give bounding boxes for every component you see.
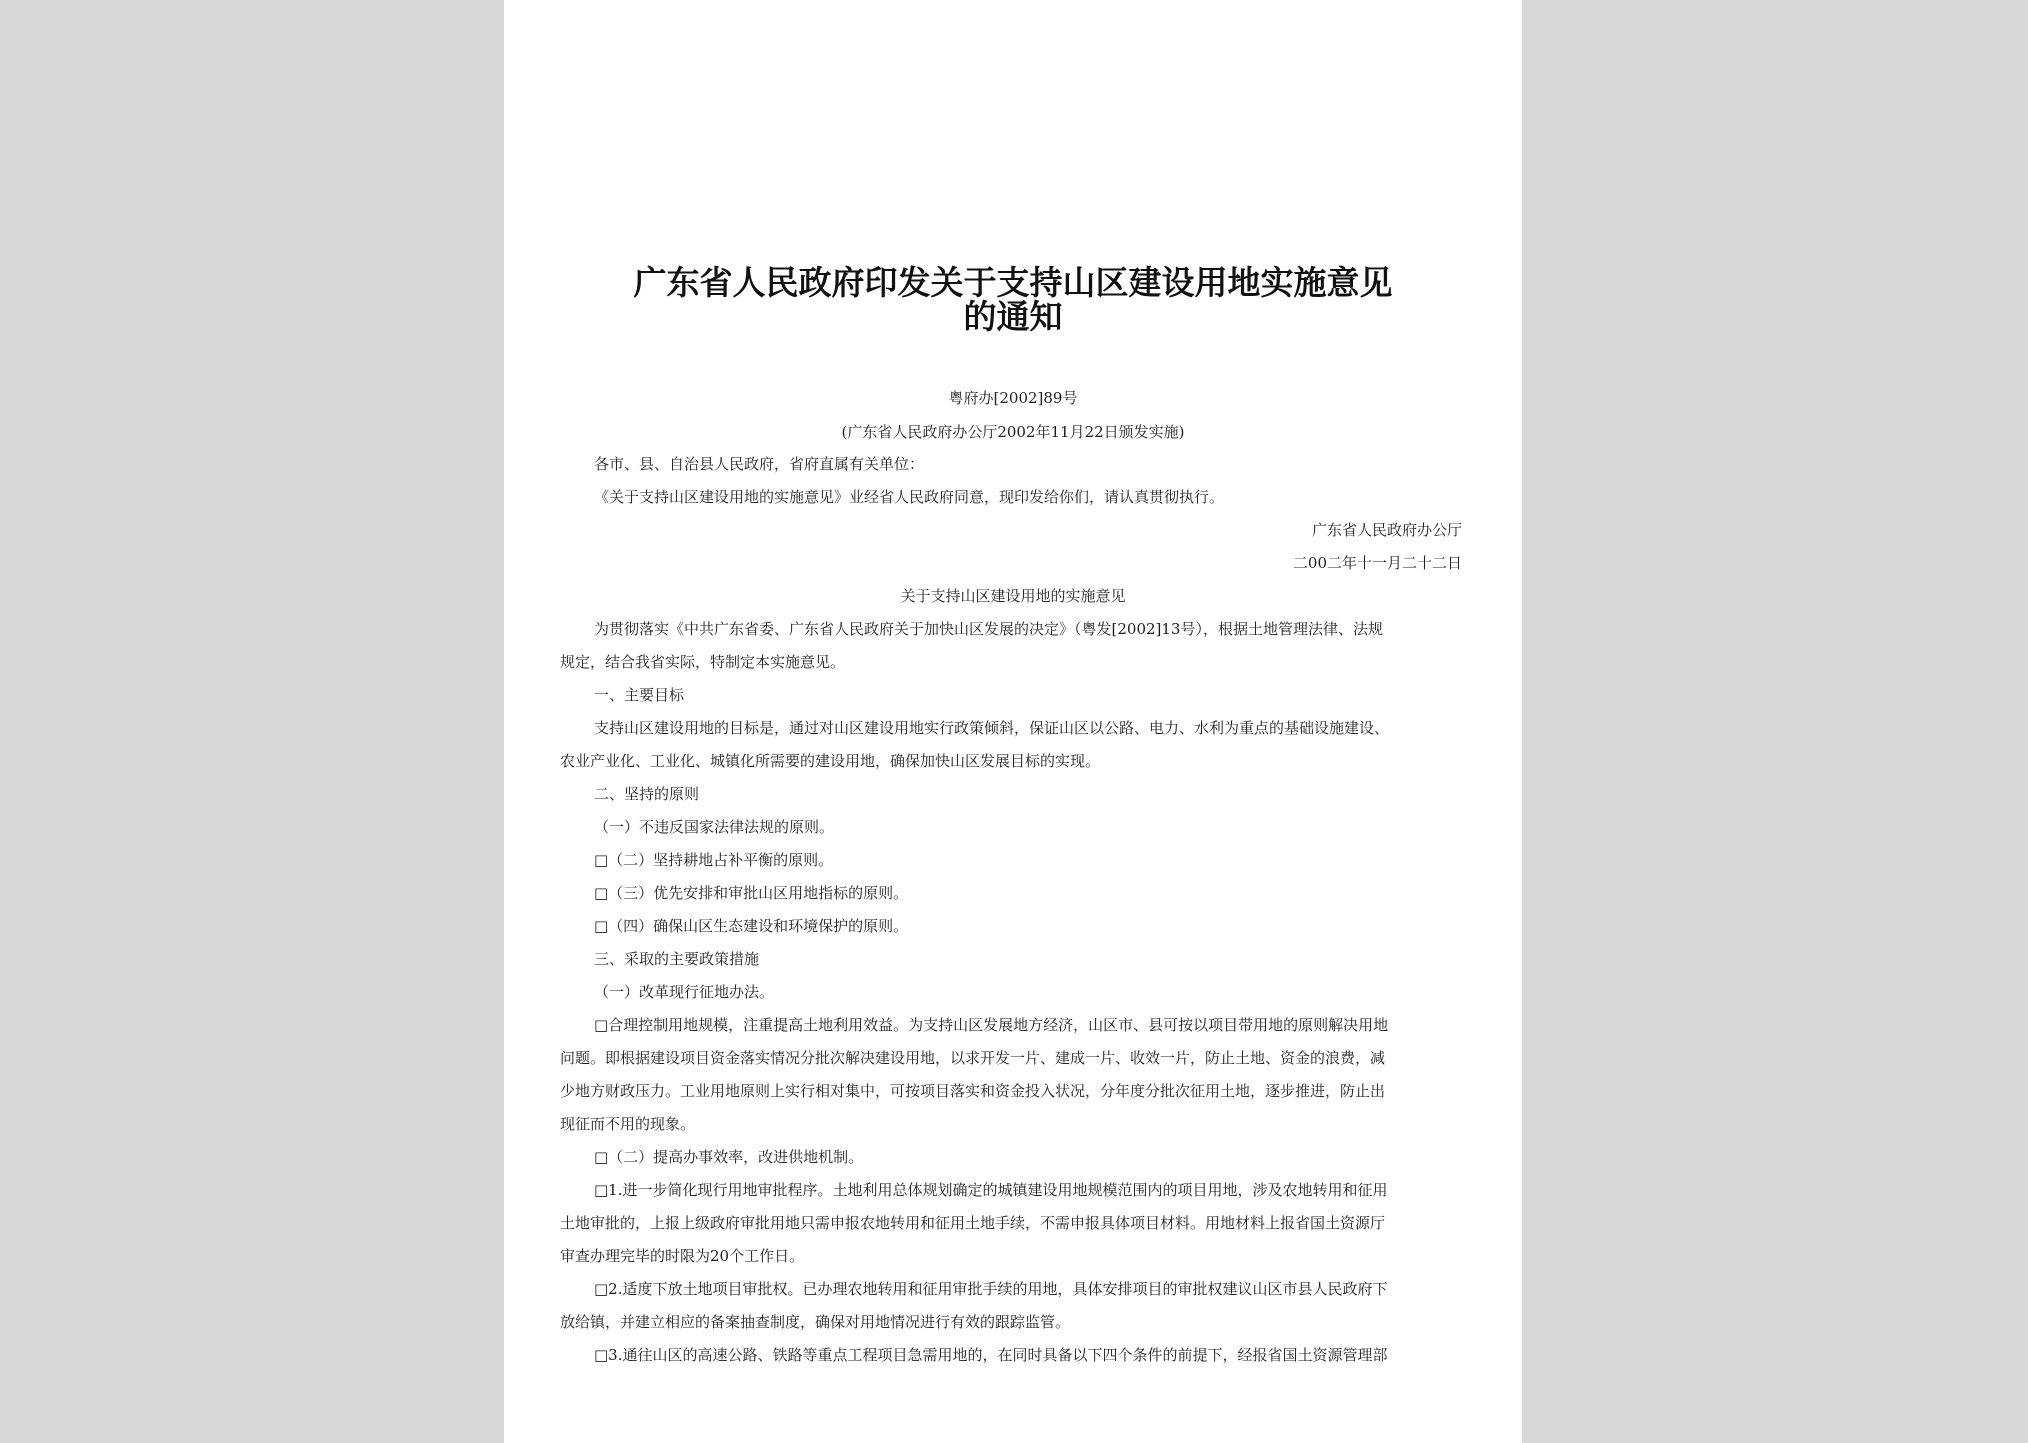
body-line: □1.进一步简化现行用地审批程序。土地利用总体规划确定的城镇建设用地规模范围内的项目用地，涉及农地转用和征用 bbox=[594, 1181, 1388, 1199]
document-title-line-2: 的通知 bbox=[963, 297, 1063, 336]
notice-text: 《关于支持山区建设用地的实施意见》业经省人民政府同意，现印发给你们，请认真贯彻执行。 bbox=[594, 488, 1225, 506]
list-item: □（二）提高办事效率，改进供地机制。 bbox=[594, 1148, 864, 1166]
section-heading: 二、坚持的原则 bbox=[594, 785, 700, 803]
body-line: 放给镇，并建立相应的备案抽查制度，确保对用地情况进行有效的跟踪监管。 bbox=[560, 1313, 1071, 1331]
addressee: 各市、县、自治县人民政府，省府直属有关单位： bbox=[594, 455, 925, 473]
body-line: 问题。即根据建设项目资金落实情况分批次解决建设用地，以求开发一片、建成一片、收效一片，防止土地、资金的浪费，减 bbox=[560, 1049, 1386, 1067]
body-line: 为贯彻落实《中共广东省委、广东省人民政府关于加快山区发展的决定》（粤发[2002]13号），根据土地管理法律、法规 bbox=[594, 620, 1383, 638]
list-item: □（三）优先安排和审批山区用地指标的原则。 bbox=[594, 884, 909, 902]
document-title-line-1: 广东省人民政府印发关于支持山区建设用地实施意见 bbox=[633, 263, 1393, 302]
doc-number: 粤府办[2002]89号 bbox=[948, 389, 1078, 407]
body-line: □3.通往山区的高速公路、铁路等重点工程项目急需用地的，在同时具备以下四个条件的前提下，经报省国土资源管理部 bbox=[594, 1346, 1388, 1364]
issuer: 广东省人民政府办公厅 bbox=[1311, 521, 1462, 539]
section-heading: 三、采取的主要政策措施 bbox=[594, 950, 760, 968]
opinion-title: 关于支持山区建设用地的实施意见 bbox=[900, 587, 1126, 605]
list-item: □（四）确保山区生态建设和环境保护的原则。 bbox=[594, 917, 909, 935]
body-line: 现征而不用的现象。 bbox=[560, 1115, 696, 1133]
list-item: □（二）坚持耕地占补平衡的原则。 bbox=[594, 851, 834, 869]
section-heading: 一、主要目标 bbox=[594, 686, 685, 704]
body-line: 少地方财政压力。工业用地原则上实行相对集中，可按项目落实和资金投入状况，分年度分批次征用土地，逐步推进，防止出 bbox=[560, 1082, 1386, 1100]
body-line: 土地审批的，上报上级政府审批用地只需申报农地转用和征用土地手续，不需申报具体项目材料。用地材料上报省国土资源厅 bbox=[560, 1214, 1386, 1232]
body-line: 审查办理完毕的时限为20个工作日。 bbox=[560, 1247, 805, 1265]
body-line: □合理控制用地规模，注重提高土地利用效益。为支持山区发展地方经济，山区市、县可按以项目带用地的原则解决用地 bbox=[594, 1016, 1389, 1034]
list-item: （一）不违反国家法律法规的原则。 bbox=[594, 818, 835, 836]
body-line: 规定，结合我省实际，特制定本实施意见。 bbox=[560, 653, 846, 671]
body-line: 农业产业化、工业化、城镇化所需要的建设用地，确保加快山区发展目标的实现。 bbox=[560, 752, 1101, 770]
document-page bbox=[504, 0, 1522, 1443]
body-line: □2.适度下放土地项目审批权。已办理农地转用和征用审批手续的用地，具体安排项目的审批权建议山区市县人民政府下 bbox=[594, 1280, 1388, 1298]
issue-info: (广东省人民政府办公厅2002年11月22日颁发实施) bbox=[841, 423, 1185, 441]
list-item: （一）改革现行征地办法。 bbox=[594, 983, 775, 1001]
issue-date: 二00二年十一月二十二日 bbox=[1292, 554, 1462, 572]
body-line: 支持山区建设用地的目标是，通过对山区建设用地实行政策倾斜，保证山区以公路、电力、水利为重点的基础设施建设、 bbox=[594, 719, 1390, 737]
